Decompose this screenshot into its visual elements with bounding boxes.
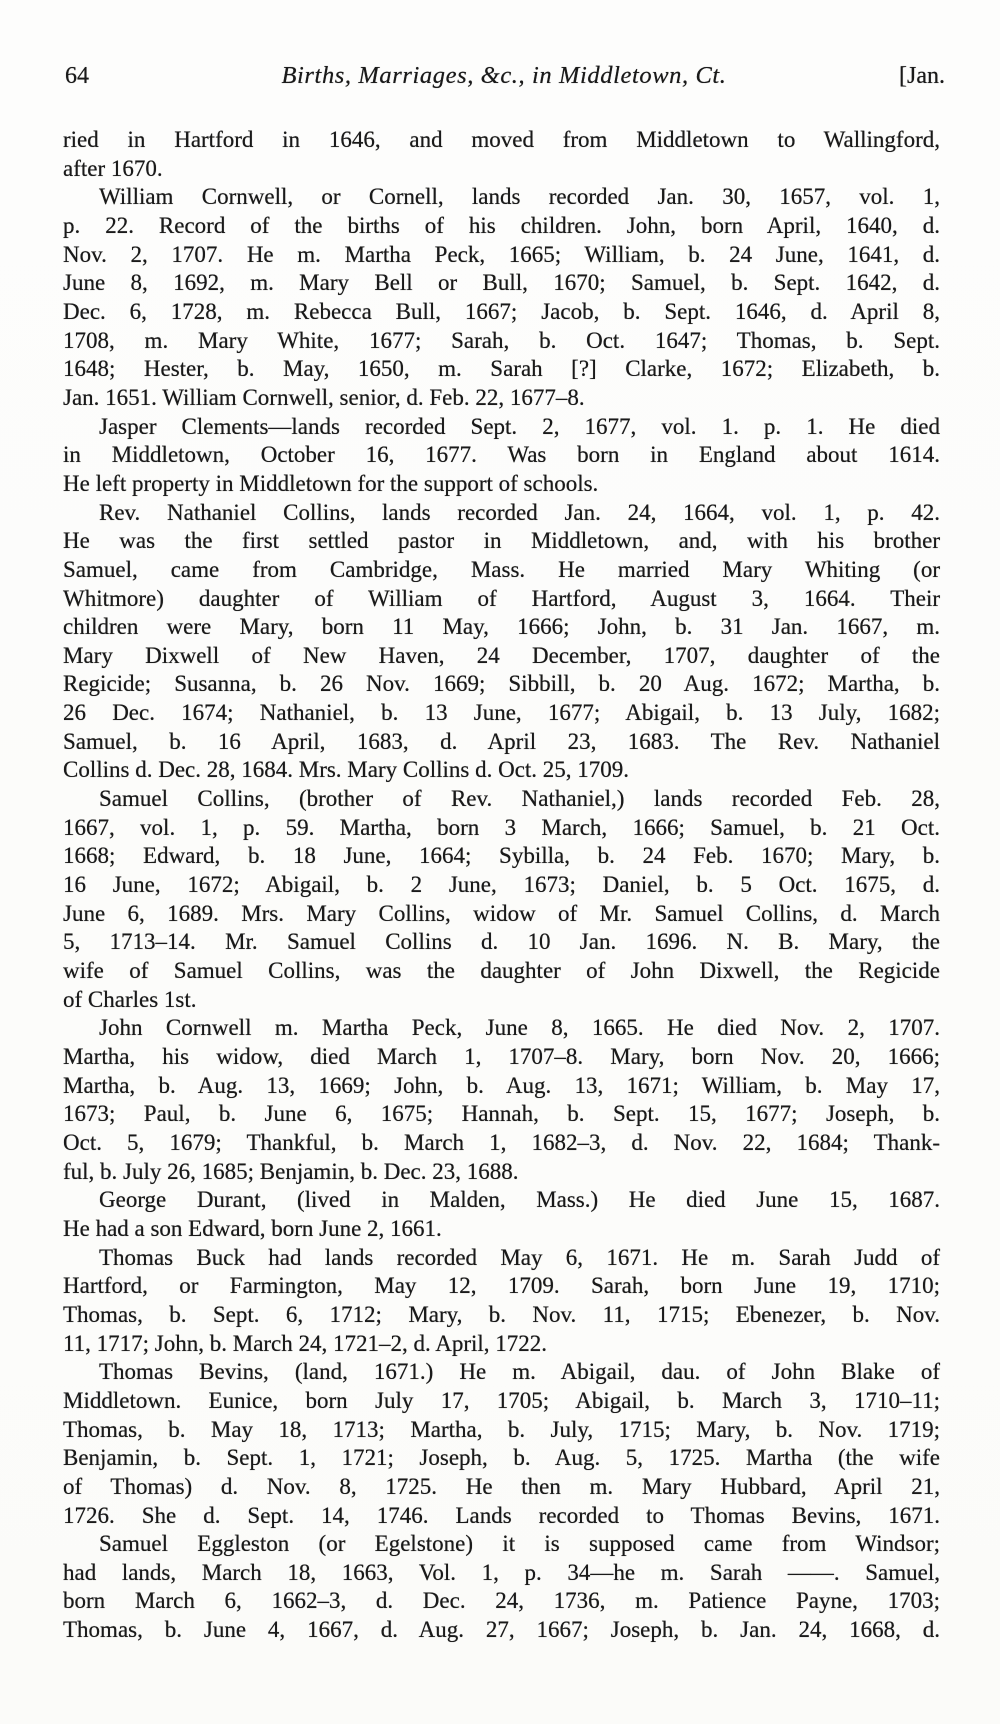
text-line: 16 June, 1672; Abigail, b. 2 June, 1673; Daniel, b. 5 Oct. 1675, d. [63, 872, 940, 898]
text-line: Oct. 5, 1679; Thankful, b. March 1, 1682–3, d. Nov. 22, 1684; Thank- [63, 1129, 940, 1155]
page-header [63, 60, 945, 94]
text-line: 1708, m. Mary White, 1677; Sarah, b. Oct. 1647; Thomas, b. Sept. [63, 327, 940, 353]
text-line: Rev. Nathaniel Collins, lands recorded Jan. 24, 1664, vol. 1, p. 42. [99, 499, 940, 525]
paragraph [63, 1244, 940, 1359]
text-line: Nov. 2, 1707. He m. Martha Peck, 1665; William, b. 24 June, 1641, d. [63, 241, 940, 267]
text-line: after 1670. [63, 155, 163, 181]
paragraph [63, 1530, 940, 1645]
text-line: Thomas Bevins, (land, 1671.) He m. Abigail, dau. of John Blake of [99, 1359, 940, 1385]
text-line: He left property in Middletown for the support of schools. [63, 470, 599, 496]
text-line: June 6, 1689. Mrs. Mary Collins, widow of Mr. Samuel Collins, d. March [63, 900, 940, 926]
text-line: He was the first settled pastor in Middletown, and, with his brother [63, 528, 940, 554]
text-line: Martha, his widow, died March 1, 1707–8. Mary, born Nov. 20, 1666; [63, 1044, 940, 1069]
text-line: ried in Hartford in 1646, and moved from Middletown to Wallingford, [63, 127, 940, 152]
issue-label: [Jan. [899, 63, 945, 89]
text-line: Samuel, came from Cambridge, Mass. He married Mary Whiting (or [63, 556, 940, 582]
paragraph [63, 183, 940, 412]
text-line: Thomas, b. May 18, 1713; Martha, b. July, 1715; Mary, b. Nov. 1719; [63, 1416, 940, 1442]
paragraph [63, 499, 940, 786]
text-line: 26 Dec. 1674; Nathaniel, b. 13 June, 1677; Abigail, b. 13 July, 1682; [63, 700, 940, 726]
text-line: Thomas, b. Sept. 6, 1712; Mary, b. Nov. 11, 1715; Ebenezer, b. Nov. [63, 1301, 940, 1327]
text-line: Samuel Eggleston (or Egelstone) it is supposed came from Windsor; [99, 1531, 940, 1557]
text-line: of Charles 1st. [63, 986, 197, 1012]
text-line: Regicide; Susanna, b. 26 Nov. 1669; Sibbill, b. 20 Aug. 1672; Martha, b. [63, 671, 940, 697]
text-line: He had a son Edward, born June 2, 1661. [63, 1215, 442, 1241]
text-line: George Durant, (lived in Malden, Mass.) He died June 15, 1687. [99, 1187, 940, 1213]
text-line: Jasper Clements—lands recorded Sept. 2, 1677, vol. 1. p. 1. He died [99, 413, 940, 439]
text-line: Whitmore) daughter of William of Hartford, August 3, 1664. Their [63, 585, 940, 611]
text-line: 1668; Edward, b. 18 June, 1664; Sybilla, b. 24 Feb. 1670; Mary, b. [63, 843, 940, 869]
page-text [63, 126, 940, 1645]
text-line: 1648; Hester, b. May, 1650, m. Sarah [?] Clarke, 1672; Elizabeth, b. [63, 356, 940, 382]
text-line: June 8, 1692, m. Mary Bell or Bull, 1670; Samuel, b. Sept. 1642, d. [63, 270, 940, 296]
text-line: children were Mary, born 11 May, 1666; John, b. 31 Jan. 1667, m. [63, 614, 940, 640]
text-line: Collins d. Dec. 28, 1684. Mrs. Mary Collins d. Oct. 25, 1709. [63, 757, 630, 783]
text-line: Hartford, or Farmington, May 12, 1709. Sarah, born June 19, 1710; [63, 1273, 940, 1299]
running-title: Births, Marriages, &c., in Middletown, Ct. [281, 62, 727, 89]
text-line: 11, 1717; John, b. March 24, 1721–2, d. April, 1722. [63, 1330, 548, 1356]
text-line: of Thomas) d. Nov. 8, 1725. He then m. Mary Hubbard, April 21, [63, 1473, 940, 1499]
paragraph [63, 785, 940, 1014]
text-line: William Cornwell, or Cornell, lands recorded Jan. 30, 1657, vol. 1, [99, 184, 940, 210]
text-line: born March 6, 1662–3, d. Dec. 24, 1736, m. Patience Payne, 1703; [63, 1588, 940, 1614]
text-line: Thomas, b. June 4, 1667, d. Aug. 27, 1667; Joseph, b. Jan. 24, 1668, d. [63, 1617, 940, 1643]
text-line: Benjamin, b. Sept. 1, 1721; Joseph, b. Aug. 5, 1725. Martha (the wife [63, 1445, 940, 1471]
text-line: 5, 1713–14. Mr. Samuel Collins d. 10 Jan. 1696. N. B. Mary, the [63, 929, 940, 955]
text-line: Thomas Buck had lands recorded May 6, 1671. He m. Sarah Judd of [99, 1244, 940, 1270]
text-line: 1673; Paul, b. June 6, 1675; Hannah, b. Sept. 15, 1677; Joseph, b. [63, 1101, 940, 1127]
text-line: Martha, b. Aug. 13, 1669; John, b. Aug. 13, 1671; William, b. May 17, [63, 1072, 940, 1098]
text-line: ful, b. July 26, 1685; Benjamin, b. Dec. 23, 1688. [63, 1158, 519, 1184]
text-line: 1726. She d. Sept. 14, 1746. Lands recorded to Thomas Bevins, 1671. [63, 1502, 940, 1528]
text-line: in Middletown, October 16, 1677. Was born in England about 1614. [63, 442, 940, 468]
paragraph [63, 1014, 940, 1186]
text-line: had lands, March 18, 1663, Vol. 1, p. 34—he m. Sarah ——. Samuel, [63, 1559, 940, 1585]
text-line: Samuel, b. 16 April, 1683, d. April 23, 1683. The Rev. Nathaniel [63, 728, 940, 754]
paragraph [63, 126, 940, 183]
text-line: p. 22. Record of the births of his children. John, born April, 1640, d. [63, 212, 940, 238]
text-line: Mary Dixwell of New Haven, 24 December, 1707, daughter of the [63, 642, 940, 668]
text-line: wife of Samuel Collins, was the daughter of John Dixwell, the Regicide [63, 958, 940, 984]
paragraph [63, 1358, 940, 1530]
paragraph [63, 1186, 940, 1243]
text-line: 1667, vol. 1, p. 59. Martha, born 3 March, 1666; Samuel, b. 21 Oct. [63, 814, 940, 840]
text-line: John Cornwell m. Martha Peck, June 8, 1665. He died Nov. 2, 1707. [99, 1015, 940, 1041]
text-line: Dec. 6, 1728, m. Rebecca Bull, 1667; Jacob, b. Sept. 1646, d. April 8, [63, 298, 940, 324]
paragraph [63, 413, 940, 499]
text-line: Middletown. Eunice, born July 17, 1705; Abigail, b. March 3, 1710–11; [63, 1387, 940, 1413]
text-line: Jan. 1651. William Cornwell, senior, d. Feb. 22, 1677–8. [63, 384, 585, 410]
page-number: 64 [65, 63, 89, 89]
text-line: Samuel Collins, (brother of Rev. Nathaniel,) lands recorded Feb. 28, [99, 786, 940, 812]
